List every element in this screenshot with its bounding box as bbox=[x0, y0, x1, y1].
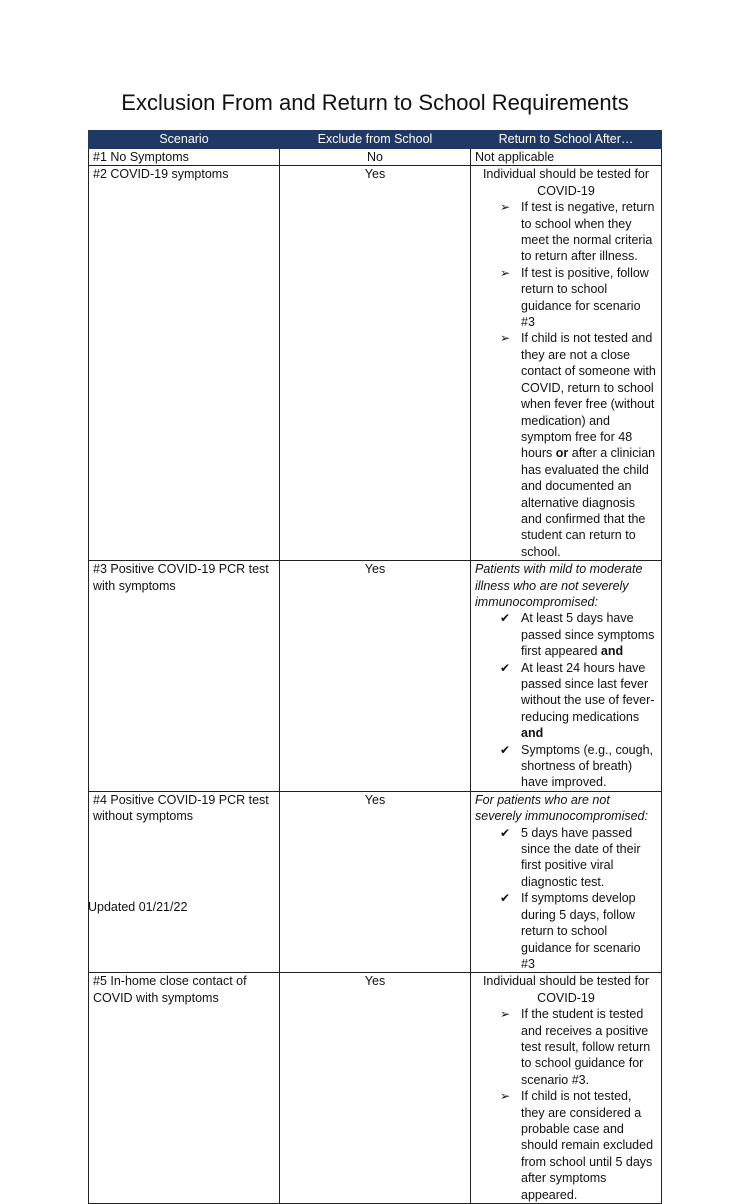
scenario-cell: #4 Positive COVID-19 PCR test without symptoms bbox=[89, 791, 280, 972]
return-cell bbox=[471, 561, 662, 792]
return-intro: For patients who are not severely immunocompromised: bbox=[475, 792, 648, 824]
requirements-table bbox=[88, 130, 662, 1204]
list-item-text: At least 5 days have passed since symptoms first appeared bbox=[521, 611, 655, 659]
table-row bbox=[89, 791, 662, 972]
scenario-cell: #1 No Symptoms bbox=[89, 149, 280, 166]
arrow-bullet-icon: ➢ bbox=[499, 265, 511, 280]
list-item-text: At least 24 hours have passed since last fever without the use of fever-reducing medications bbox=[521, 660, 655, 724]
list-item bbox=[475, 890, 657, 972]
list-item-emphasis: and bbox=[521, 726, 544, 741]
list-item-text: Symptoms (e.g., cough, shortness of breath) have improved. bbox=[521, 742, 654, 790]
return-intro: Individual should be tested for COVID-19 bbox=[482, 167, 650, 198]
header-return: Return to School After… bbox=[471, 131, 662, 149]
exclude-cell: Yes bbox=[280, 791, 471, 972]
table-row bbox=[89, 973, 662, 1204]
return-list bbox=[475, 610, 657, 790]
arrow-bullet-icon: ➢ bbox=[499, 1089, 511, 1104]
arrow-bullet-icon: ➢ bbox=[499, 331, 511, 346]
list-item-emphasis: and bbox=[600, 644, 624, 659]
exclude-cell: Yes bbox=[280, 166, 471, 561]
list-item-text: If test is positive, follow return to school guidance for scenario #3 bbox=[521, 265, 649, 330]
list-item-text: If symptoms develop during 5 days, follow return to school guidance for scenario #3 bbox=[521, 891, 641, 971]
table-header-row bbox=[89, 131, 662, 149]
list-item bbox=[475, 1088, 657, 1203]
table-row bbox=[89, 561, 662, 792]
list-item bbox=[475, 660, 657, 742]
return-list bbox=[475, 825, 657, 973]
exclude-cell: Yes bbox=[280, 561, 471, 792]
list-item-text: after a clinician has evaluated the child and documented an alternative diagnosis and confirmed that the student can return to school. bbox=[521, 446, 656, 559]
list-item-emphasis: or bbox=[555, 446, 569, 461]
scenario-cell: #3 Positive COVID-19 PCR test with symptoms bbox=[89, 561, 280, 792]
return-list bbox=[475, 1006, 657, 1203]
return-intro: Patients with mild to moderate illness who are not severely immunocompromised: bbox=[475, 562, 643, 609]
updated-date: Updated 01/21/22 bbox=[88, 900, 188, 914]
return-cell bbox=[471, 973, 662, 1204]
scenario-cell: #2 COVID-19 symptoms bbox=[89, 166, 280, 561]
list-item-text: If child is not tested, they are considered a probable case and should remain excluded from school until 5 days after symptoms appeared. bbox=[521, 1089, 654, 1202]
page-title: Exclusion From and Return to School Requirements bbox=[121, 90, 629, 115]
list-item bbox=[475, 265, 657, 331]
check-icon: ✔ bbox=[499, 825, 511, 840]
list-item bbox=[475, 610, 657, 659]
return-cell bbox=[471, 791, 662, 972]
exclude-cell: No bbox=[280, 149, 471, 166]
header-scenario: Scenario bbox=[89, 131, 280, 149]
return-list bbox=[475, 199, 657, 560]
list-item bbox=[475, 1006, 657, 1088]
list-item bbox=[475, 330, 657, 560]
table-row bbox=[89, 166, 662, 561]
list-item-text: If the student is tested and receives a positive test result, follow return to school guidance for scenario #3. bbox=[521, 1007, 651, 1087]
header-exclude: Exclude from School bbox=[280, 131, 471, 149]
return-intro: Individual should be tested for COVID-19 bbox=[482, 974, 650, 1005]
check-icon: ✔ bbox=[499, 891, 511, 906]
list-item-text: If test is negative, return to school when they meet the normal criteria to return after illness. bbox=[521, 200, 655, 264]
check-icon: ✔ bbox=[499, 611, 511, 626]
list-item bbox=[475, 199, 657, 265]
list-item-text: If child is not tested and they are not a close contact of someone with COVID, return to school when fever free (without medication) and symptom free for 48 hours bbox=[521, 331, 656, 461]
arrow-bullet-icon: ➢ bbox=[499, 200, 511, 215]
return-cell bbox=[471, 166, 662, 561]
exclude-cell: Yes bbox=[280, 973, 471, 1204]
list-item-text: 5 days have passed since the date of their first positive viral diagnostic test. bbox=[521, 825, 641, 889]
list-item bbox=[475, 742, 657, 791]
arrow-bullet-icon: ➢ bbox=[499, 1007, 511, 1022]
return-cell: Not applicable bbox=[471, 149, 662, 166]
scenario-cell: #5 In-home close contact of COVID with symptoms bbox=[89, 973, 280, 1204]
list-item bbox=[475, 825, 657, 891]
check-icon: ✔ bbox=[499, 660, 511, 675]
table-row bbox=[89, 149, 662, 166]
check-icon: ✔ bbox=[499, 742, 511, 757]
